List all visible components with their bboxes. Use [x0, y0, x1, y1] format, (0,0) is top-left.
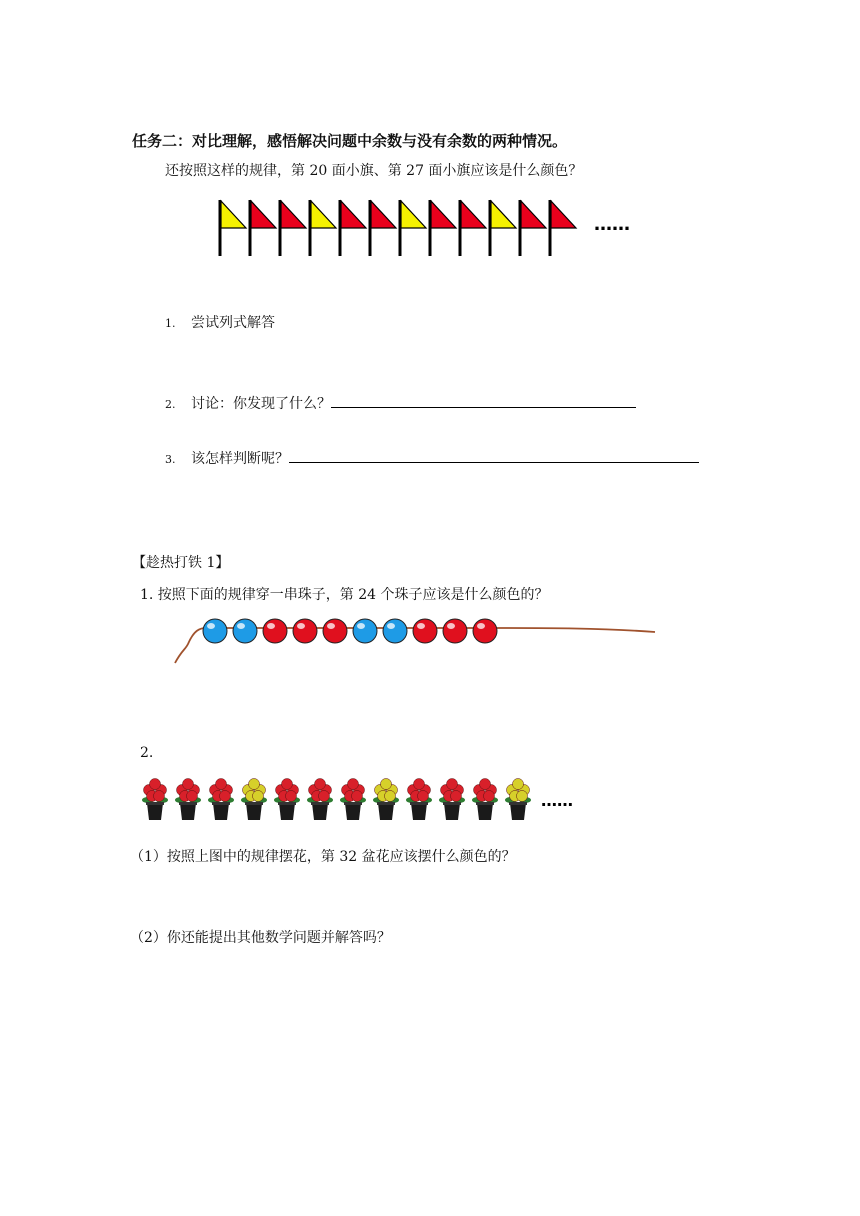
bead-red	[293, 619, 317, 643]
bead-red	[323, 619, 347, 643]
bead-string	[170, 608, 665, 673]
question-2-text: 讨论：你发现了什么？	[191, 396, 331, 412]
flag-yellow	[310, 200, 336, 256]
flower-pot-red	[439, 779, 465, 821]
flag-red	[340, 200, 366, 256]
flag-yellow	[220, 200, 246, 256]
flag-row	[210, 190, 650, 260]
question-2-number: 2.	[165, 398, 176, 411]
flags-ellipsis: ……	[594, 214, 630, 235]
flag-red	[430, 200, 456, 256]
flower-pot-red	[340, 779, 366, 821]
sub-question-2: （2）你还能提出其他数学问题并解答吗？	[130, 930, 391, 946]
flower-pot-red	[274, 779, 300, 821]
flower-pot-red	[208, 779, 234, 821]
bead-blue	[203, 619, 227, 643]
flower-pot-red	[406, 779, 432, 821]
answer-line-3[interactable]	[289, 448, 699, 463]
bead-blue	[353, 619, 377, 643]
sub-question-1: （1）按照上图中的规律摆花，第 32 盆花应该摆什么颜色的？	[130, 849, 516, 865]
flower-pot-yellow	[505, 779, 531, 821]
flag-red	[250, 200, 276, 256]
flower-pot-yellow	[241, 779, 267, 821]
bead-red	[263, 619, 287, 643]
question-3	[165, 448, 699, 468]
practice-heading: 【趁热打铁 1】	[132, 555, 230, 571]
practice-problem-2-number: 2.	[140, 745, 154, 761]
question-3-text: 该怎样判断呢？	[191, 451, 289, 467]
flag-yellow	[400, 200, 426, 256]
flag-red	[280, 200, 306, 256]
question-1	[165, 312, 275, 332]
flower-pot-yellow	[373, 779, 399, 821]
bead-blue	[233, 619, 257, 643]
bead-red	[473, 619, 497, 643]
task-title: 任务二：对比理解，感悟解决问题中余数与没有余数的两种情况。	[132, 132, 568, 150]
answer-line-2[interactable]	[331, 393, 636, 408]
flag-red	[550, 200, 576, 256]
practice-problem-1: 1. 按照下面的规律穿一串珠子，第 24 个珠子应该是什么颜色的？	[140, 587, 549, 603]
flag-yellow	[490, 200, 516, 256]
flower-pot-red	[472, 779, 498, 821]
question-3-number: 3.	[165, 453, 176, 466]
flag-red	[520, 200, 546, 256]
bead-red	[413, 619, 437, 643]
flower-pot-red	[307, 779, 333, 821]
flag-red	[460, 200, 486, 256]
flower-pot-red	[142, 779, 168, 821]
question-2	[165, 393, 636, 413]
question-1-number: 1.	[165, 317, 176, 330]
bead-blue	[383, 619, 407, 643]
flowers-ellipsis: ……	[541, 791, 573, 810]
bead-red	[443, 619, 467, 643]
task-intro: 还按照这样的规律，第 20 面小旗、第 27 面小旗应该是什么颜色？	[165, 163, 583, 179]
flag-red	[370, 200, 396, 256]
flower-row	[136, 776, 596, 824]
question-1-text: 尝试列式解答	[191, 315, 275, 331]
flower-pot-red	[175, 779, 201, 821]
